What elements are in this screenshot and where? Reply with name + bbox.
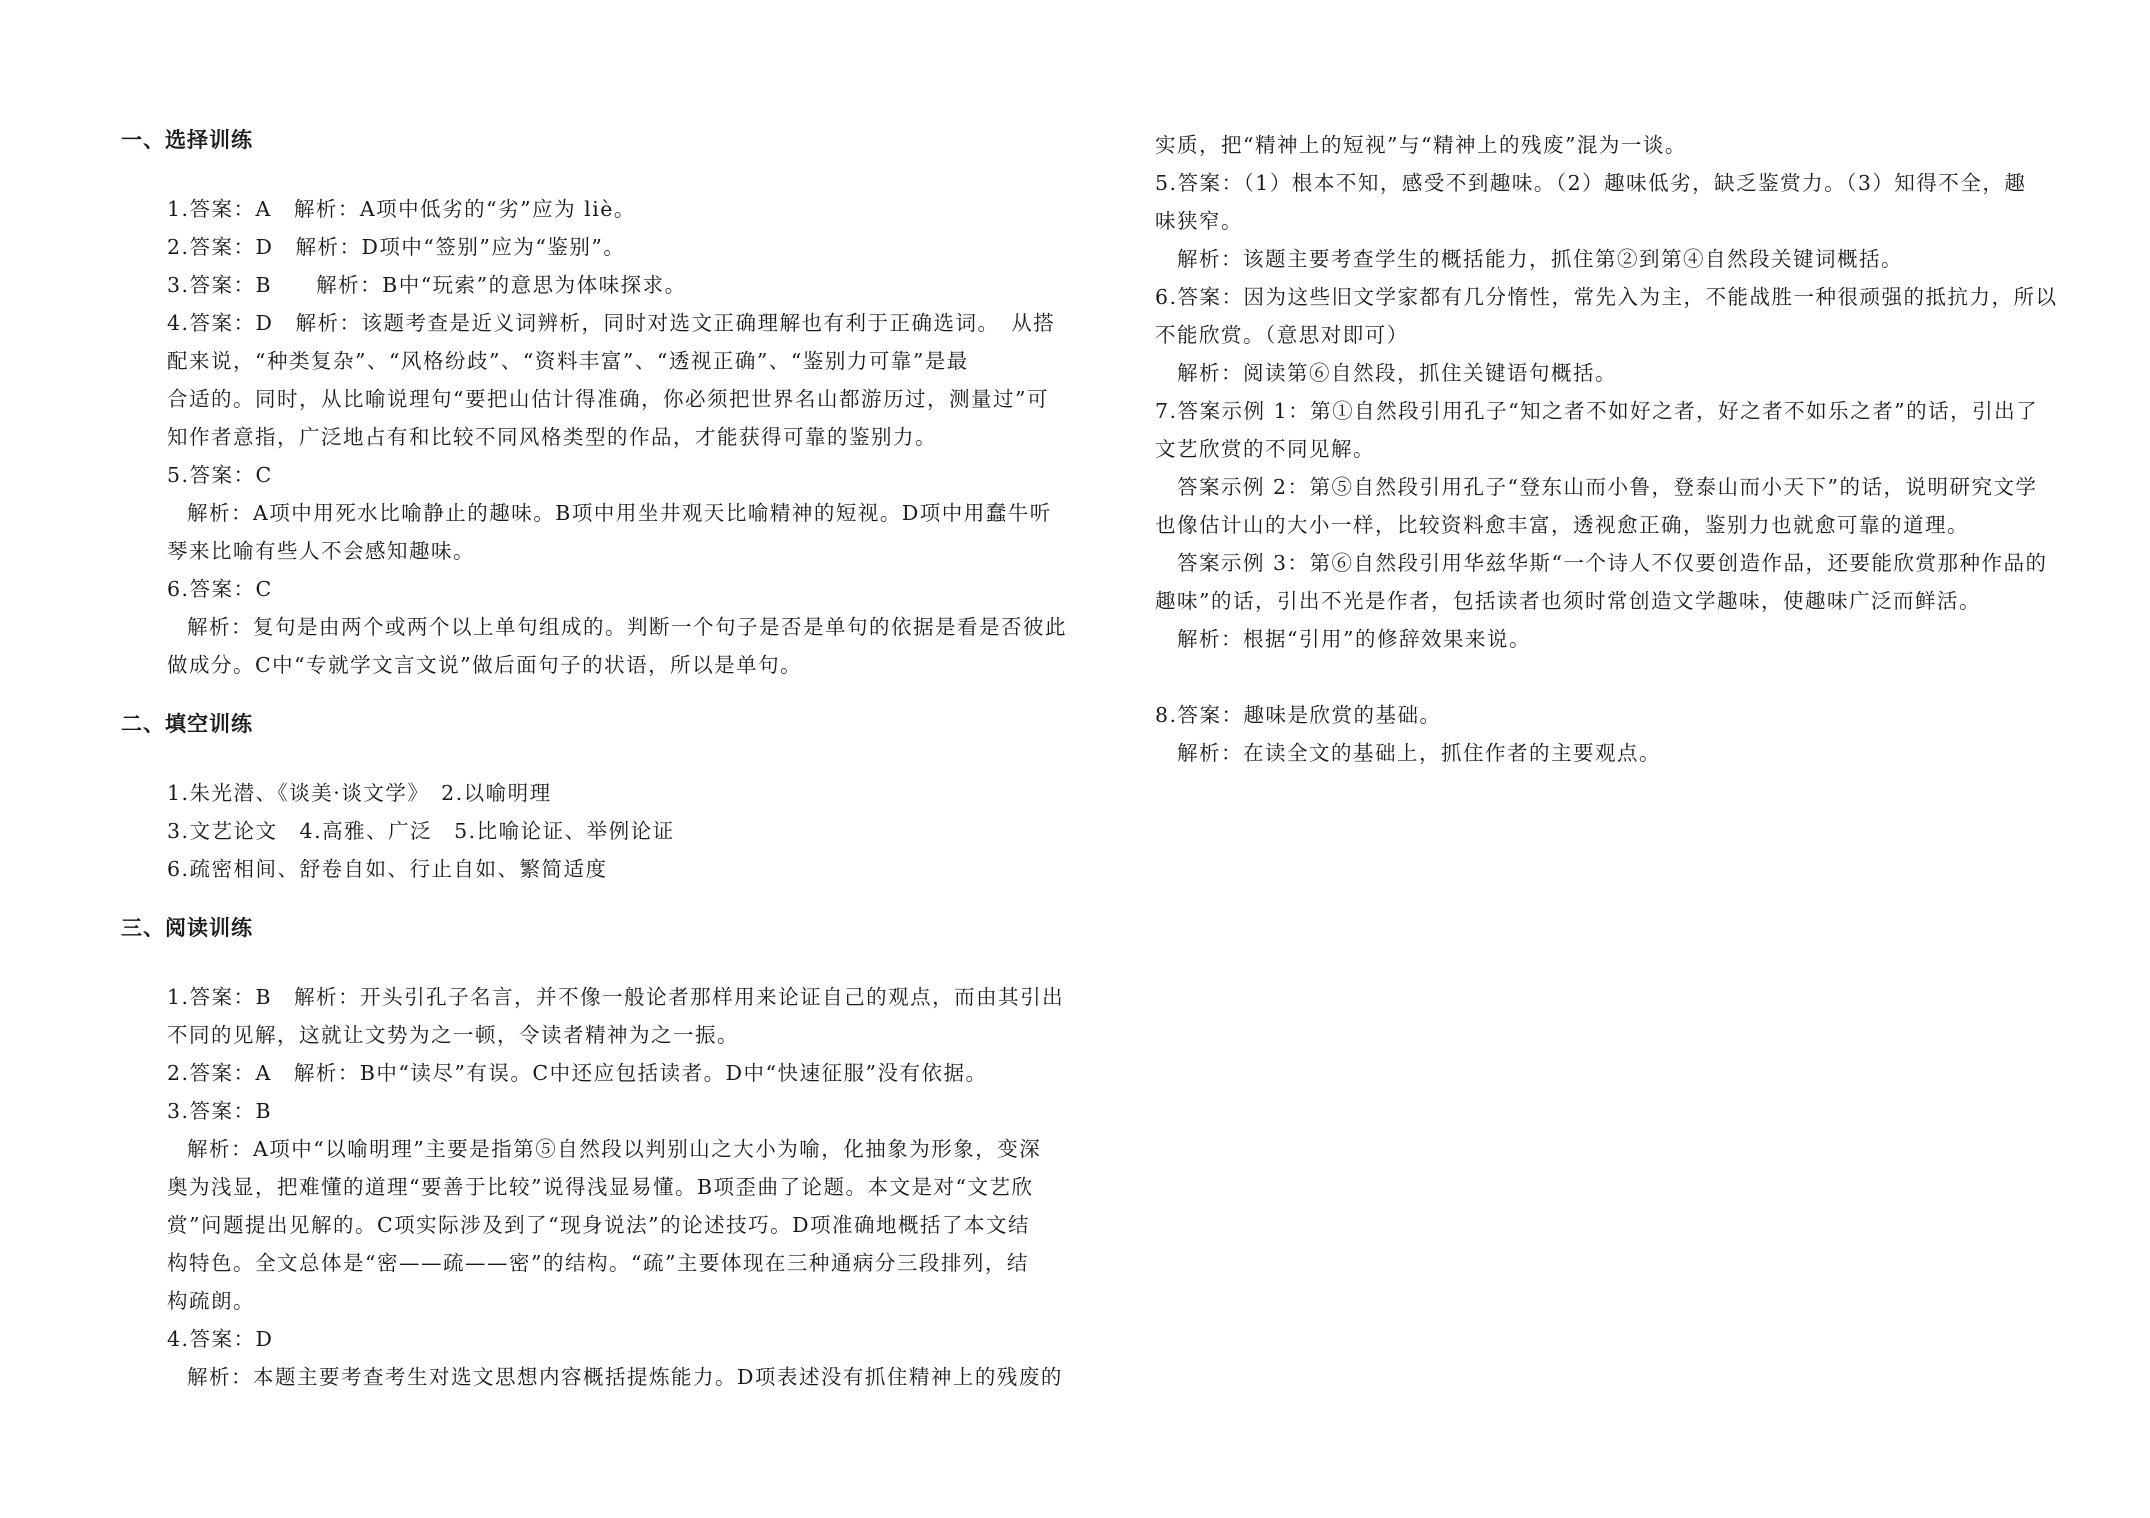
analysis-line: 做成分。C中“专就学文言文说”做后面句子的状语，所以是单句。	[167, 653, 803, 677]
answer-line: 知作者意指，广泛地占有和比较不同风格类型的作品，才能获得可靠的鉴别力。	[167, 425, 937, 449]
answer-line: 6.疏密相间、舒卷自如、行止自如、繁简适度	[167, 857, 608, 881]
analysis-line: 奥为浅显，把难懂的道理“要善于比较”说得浅显易懂。B项歪曲了论题。本文是对“文艺欣	[167, 1175, 1034, 1199]
answer-line: 1.朱光潜、《谈美·谈文学》 2.以喻明理	[167, 781, 552, 805]
answer-line: 5.答案：（1）根本不知，感受不到趣味。（2）趣味低劣，缺乏鉴赏力。（3）知得不全，趣	[1155, 171, 2027, 195]
analysis-line: 解析：A项中用死水比喻静止的趣味。B项中用坐井观天比喻精神的短视。D项中用蠢牛听	[187, 501, 1052, 525]
answer-line: 3.答案：B 解析：B中“玩索”的意思为体味探求。	[167, 273, 687, 297]
analysis-line: 解析：该题主要考查学生的概括能力，抓住第②到第④自然段关键词概括。	[1177, 247, 1903, 271]
answer-line: 2.答案：A 解析：B中“读尽”有误。C中还应包括读者。D中“快速征服”没有依据。	[167, 1061, 988, 1085]
analysis-line: 解析：根据“引用”的修辞效果来说。	[1177, 627, 1531, 651]
answer-line: 2.答案：D 解析：D项中“签别”应为“鉴别”。	[167, 235, 626, 259]
section-heading-choice: 一、选择训练	[121, 128, 253, 152]
answer-line: 1.答案：B 解析：开头引孔子名言，并不像一般论者那样用来论证自己的观点，而由其引出	[167, 985, 1065, 1009]
answer-line: 答案示例 2：第⑤自然段引用孔子“登东山而小鲁，登泰山而小天下”的话，说明研究文学	[1177, 475, 2038, 499]
answer-line: 不能欣赏。（意思对即可）	[1155, 323, 1409, 347]
answer-line: 7.答案示例 1：第①自然段引用孔子“知之者不如好之者，好之者不如乐之者”的话，引出了	[1155, 399, 2039, 423]
answer-line: 配来说，“种类复杂”、“风格纷歧”、“资料丰富”、“透视正确”、“鉴别力可靠”是最	[167, 349, 969, 373]
answer-line: 5.答案：C	[167, 463, 273, 487]
answer-line: 6.答案：因为这些旧文学家都有几分惰性，常先入为主，不能战胜一种很顽强的抵抗力，所以	[1155, 285, 2058, 309]
analysis-line: 构疏朗。	[167, 1289, 255, 1313]
analysis-line: 赏”问题提出见解的。C项实际涉及到了“现身说法”的论述技巧。D项准确地概括了本文结	[167, 1213, 1031, 1237]
analysis-line: 解析：本题主要考查考生对选文思想内容概括提炼能力。D项表述没有抓住精神上的残废的	[187, 1365, 1063, 1389]
section-heading-fill: 二、填空训练	[121, 712, 253, 736]
answer-line: 合适的。同时，从比喻说理句“要把山估计得准确，你必须把世界名山都游历过，测量过”可	[167, 387, 1049, 411]
answer-line: 4.答案：D 解析：该题考查是近义词辨析，同时对选文正确理解也有利于正确选词。 从搭	[167, 311, 1056, 335]
analysis-line: 琴来比喻有些人不会感知趣味。	[167, 539, 475, 563]
analysis-line: 解析：A项中“以喻明理”主要是指第⑤自然段以判别山之大小为喻，化抽象为形象，变深	[187, 1137, 1042, 1161]
answer-line: 味狭窄。	[1155, 209, 1243, 233]
analysis-line: 实质，把“精神上的短视”与“精神上的残废”混为一谈。	[1155, 133, 1687, 157]
answer-line: 4.答案：D	[167, 1327, 274, 1351]
answer-line: 趣味”的话，引出不光是作者，包括读者也须时常创造文学趣味，使趣味广泛而鲜活。	[1155, 589, 1981, 613]
answer-line: 答案示例 3：第⑥自然段引用华兹华斯“一个诗人不仅要创造作品，还要能欣赏那种作品的	[1177, 551, 2048, 575]
answer-line: 6.答案：C	[167, 577, 273, 601]
analysis-line: 解析：阅读第⑥自然段，抓住关键语句概括。	[1177, 361, 1617, 385]
analysis-line: 构特色。全文总体是“密——疏——密”的结构。“疏”主要体现在三种通病分三段排列，结	[167, 1251, 1029, 1275]
answer-line: 1.答案：A 解析：A项中低劣的“劣”应为 liè。	[167, 197, 636, 221]
answer-line: 文艺欣赏的不同见解。	[1155, 437, 1375, 461]
answer-line: 8.答案：趣味是欣赏的基础。	[1155, 703, 1442, 727]
analysis-line: 解析：在读全文的基础上，抓住作者的主要观点。	[1177, 741, 1661, 765]
section-heading-reading: 三、阅读训练	[121, 916, 253, 940]
answer-line: 3.文艺论文 4.高雅、广泛 5.比喻论证、举例论证	[167, 819, 675, 843]
answer-line: 不同的见解，这就让文势为之一顿，令读者精神为之一振。	[167, 1023, 739, 1047]
answer-line: 也像估计山的大小一样，比较资料愈丰富，透视愈正确，鉴别力也就愈可靠的道理。	[1155, 513, 1969, 537]
answer-line: 3.答案：B	[167, 1099, 273, 1123]
analysis-line: 解析：复句是由两个或两个以上单句组成的。判断一个句子是否是单句的依据是看是否彼此	[187, 615, 1067, 639]
